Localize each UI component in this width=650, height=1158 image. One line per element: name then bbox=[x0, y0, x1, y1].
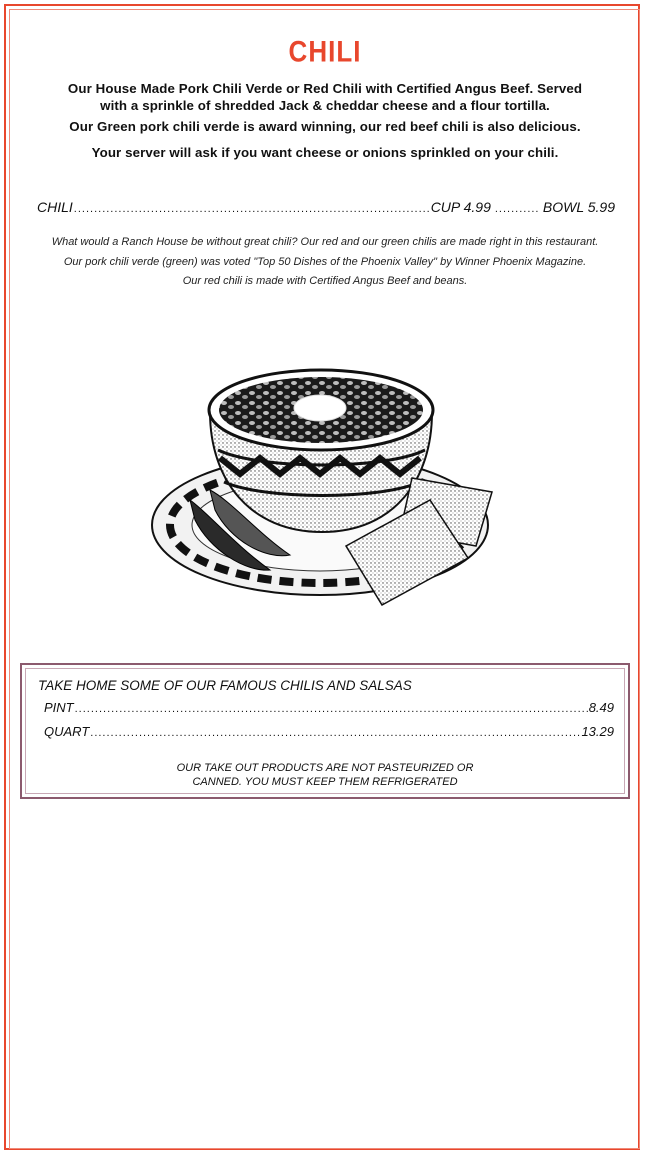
intro-line: Our House Made Pork Chili Verde or Red Chili with Certified Angus Beef. Served bbox=[67, 81, 583, 96]
cup-price: CUP 4.99 bbox=[430, 199, 491, 215]
quart-price-line bbox=[44, 724, 614, 739]
chili-price-line bbox=[37, 199, 615, 215]
intro-line: Our Green pork chili verde is award winning, our red beef chili is also delicious. bbox=[69, 119, 581, 134]
leader-dots bbox=[74, 203, 430, 215]
item-name: CHILI bbox=[37, 199, 73, 215]
intro-award-text bbox=[20, 118, 630, 135]
note-line: OUR TAKE OUT PRODUCTS ARE NOT PASTEURIZED OR bbox=[176, 762, 474, 774]
take-home-title: TAKE HOME SOME OF OUR FAMOUS CHILIS AND SALSAS bbox=[38, 678, 412, 693]
item-name: QUART bbox=[44, 724, 90, 739]
leader-dots bbox=[75, 703, 588, 715]
item-name: PINT bbox=[44, 700, 74, 715]
description-line: Our pork chili verde (green) was voted "Top 50 Dishes of the Phoenix Valley" by Winner Phoenix Magazine. bbox=[63, 255, 587, 268]
cheese-topping bbox=[294, 395, 346, 421]
description-line: Our red chili is made with Certified Angus Beef and beans. bbox=[182, 275, 468, 287]
chili-bowl-illustration bbox=[150, 350, 510, 615]
note-line: CANNED. YOU MUST KEEP THEM REFRIGERATED bbox=[192, 776, 458, 788]
leader-dots bbox=[495, 203, 539, 215]
pint-price-line bbox=[44, 700, 614, 715]
intro-server-text bbox=[20, 144, 630, 161]
bowl-price: BOWL 5.99 bbox=[542, 199, 615, 215]
chili-description bbox=[20, 233, 630, 292]
description-line: What would a Ranch House be without great chili? Our red and our green chilis are made right in this restaurant. bbox=[51, 236, 599, 248]
item-price: 8.49 bbox=[588, 700, 614, 715]
intro-line: Your server will ask if you want cheese or onions sprinkled on your chili. bbox=[91, 145, 559, 160]
take-out-note bbox=[22, 761, 628, 789]
leader-dots bbox=[90, 727, 580, 739]
intro-text bbox=[20, 80, 630, 114]
take-home-box bbox=[20, 663, 630, 799]
item-price: 13.29 bbox=[581, 724, 614, 739]
page-title: CHILI bbox=[288, 33, 362, 69]
intro-line: with a sprinkle of shredded Jack & cheddar cheese and a flour tortilla. bbox=[100, 98, 550, 113]
